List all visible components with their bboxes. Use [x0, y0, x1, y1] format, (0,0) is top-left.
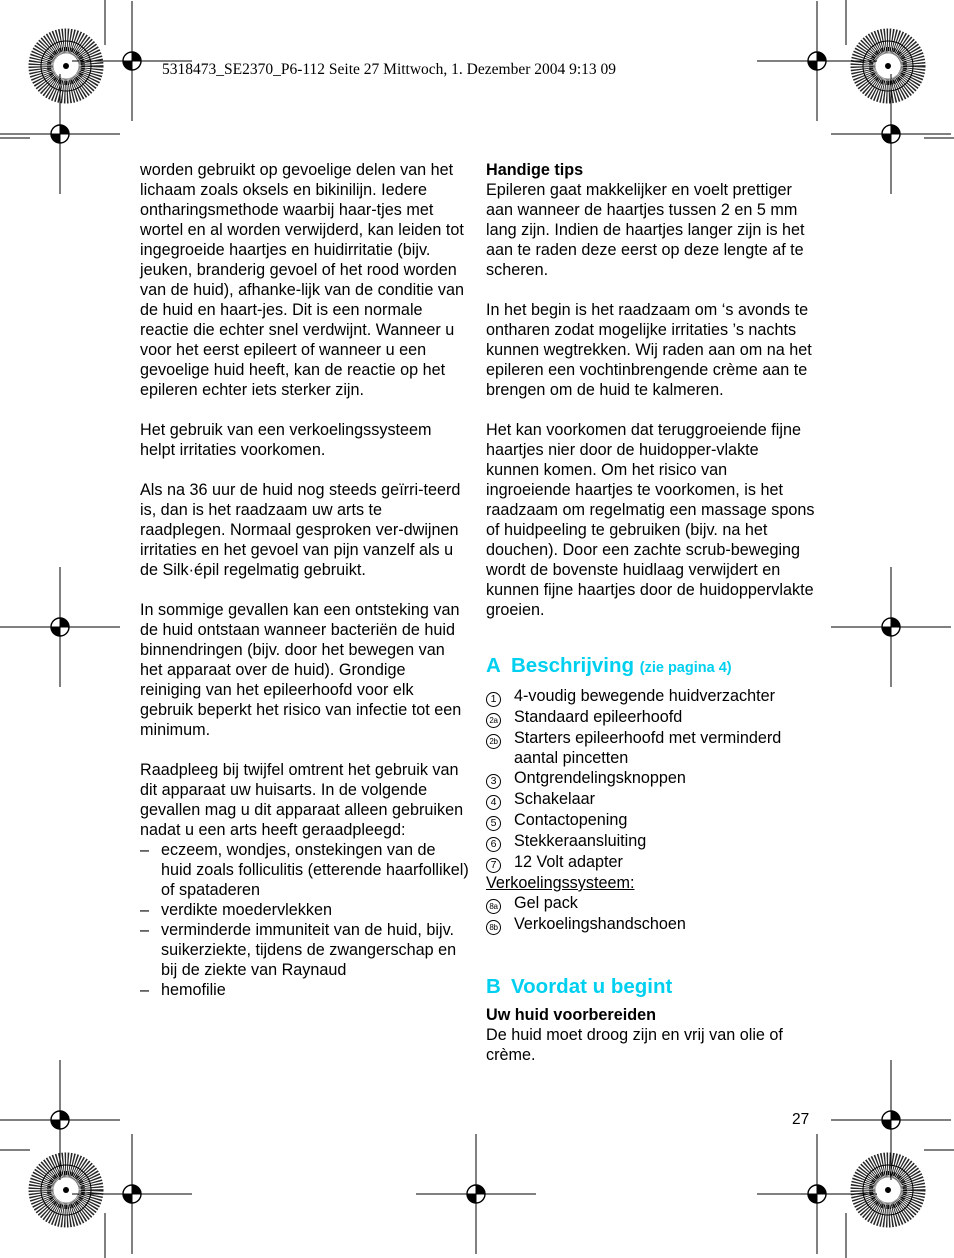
paragraph: In sommige gevallen kan een ontsteking van de huid ontstaan wanneer bacteriën de huid binnendringen (bijv. door het bewegen van het apparaat over de huid). Grondige reiniging van het epileerhoofd voor elk gebruik beperkt het risico van infectie tot een minimum. [140, 601, 462, 739]
subheading: Uw huid voorbereiden [486, 1006, 656, 1024]
list-item: – verdikte moedervlekken [140, 901, 332, 919]
print-header: 5318473_SE2370_P6-112 Seite 27 Mittwoch, 1. Dezember 2004 9:13 09 [162, 61, 617, 78]
star-target-top-right [863, 41, 913, 91]
list-item: 1 4-voudig bewegende huidverzachter [486, 686, 816, 707]
crosshair-bottom-center [416, 1134, 536, 1254]
crosshair-bottom-right [757, 1134, 877, 1254]
list-item: – hemofilie [140, 981, 226, 999]
list-item: 3 Ontgrendelingsknoppen [486, 768, 816, 789]
right-column [486, 160, 816, 1065]
subheading: Handige tips [486, 161, 584, 179]
cooling-system-label: Verkoelingssysteem: [486, 874, 635, 892]
paragraph: De huid moet droog zijn en vrij van olie of crème. [486, 1026, 783, 1064]
section-heading-b: B Voordat u begint [486, 975, 673, 998]
left-column [140, 160, 470, 1000]
crosshair-lower-left [0, 1060, 120, 1180]
paragraph: Het gebruik van een verkoelingssysteem helpt irritaties voorkomen. [140, 421, 432, 459]
list-item: 2b Starters epileerhoofd met verminderd aantal pincetten [486, 728, 816, 768]
crosshair-top-right [757, 1, 877, 121]
paragraph: worden gebruikt op gevoelige delen van het lichaam zoals oksels en bikinilijn. Iedere ontharingsmethode waarbij haar-tjes met wortel en al worden verwijderd, kan leiden tot ingegroeide haartjes en huidirritatie (bijv. jeuken, branderig gevoel of het rood worden van de huid), afhanke-lijk van de conditie van de huid en haart-jes. Dit is een normale reactie die echter snel verdwijnt. Wanneer u voor het eerst epileert of wanneer u een gevoelige huid heeft, kan de reactie op het epileren echter iets sterker zijn. [140, 161, 464, 399]
list-item: 6 Stekkeraansluiting [486, 831, 816, 852]
section-heading-a: A Beschrijving (zie pagina 4) [486, 654, 732, 677]
list-item: 7 12 Volt adapter [486, 852, 816, 873]
list-item: 5 Contactopening [486, 810, 816, 831]
list-item: – eczeem, wondjes, onstekingen van de huid zoals folliculitis (etterende haarfollikel) of spataderen [140, 841, 469, 899]
star-target-bottom-left [41, 1165, 91, 1215]
paragraph: Als na 36 uur de huid nog steeds geïrri-teerd is, dan is het raadzaam uw arts te raadplegen. Normaal gesproken ver-dwijnen irritaties en het gevoel van pijn vanzelf als u de Silk·épil regelmatig gebruikt. [140, 481, 461, 579]
crosshair-upper-right [831, 74, 951, 194]
paragraph: Epileren gaat makkelijker en voelt prettiger aan wanneer de haartjes tussen 2 en 5 mm lang zijn. Indien de haartjes langer zijn is het aan te raden deze eerst op deze lengte af te scheren. [486, 181, 805, 279]
crosshair-upper-left [0, 74, 120, 194]
crosshair-lower-right [831, 1060, 951, 1180]
list-item: – verminderde immuniteit van de huid, bijv. suikerziekte, tijdens de zwangerschap en bij de ziekte van Raynaud [140, 921, 457, 979]
page-number: 27 [792, 1111, 810, 1128]
paragraph: Het kan voorkomen dat teruggroeiende fijne haartjes nier door de huidopper-vlakte kunnen komen. Om het risico van ingroeiende haartjes te voorkomen, is het raadzaam om regelmatig een massage spons of huidpeeling te gebruiken (bijv. na het douchen). Door een zachte scrub-beweging wordt de bovenste huidlaag verwijdert en kunnen fijne haartjes door de huidoppervlakte groeien. [486, 421, 815, 619]
list-item: 4 Schakelaar [486, 789, 816, 810]
crosshair-bottom-left [72, 1134, 192, 1254]
paragraph: In het begin is het raadzaam om ‘s avonds te ontharen zodat mogelijke irritaties ’s nachts kunnen wegtrekken. Wij raden aan om na het epileren een vochtinbrengende crème aan te brengen om de huid te kalmeren. [486, 301, 812, 399]
star-target-top-left [41, 41, 91, 91]
crosshair-mid-left [0, 567, 120, 687]
crosshair-mid-right [831, 567, 951, 687]
list-item: 2a Standaard epileerhoofd [486, 707, 816, 728]
list-item: 8a Gel pack [486, 893, 816, 914]
list-item: 8b Verkoelingshandschoen [486, 914, 816, 935]
star-target-bottom-right [863, 1165, 913, 1215]
paragraph: Raadpleeg bij twijfel omtrent het gebruik van dit apparaat uw huisarts. In de volgende gevallen mag u dit apparaat alleen gebruiken nadat u een arts heeft geraadpleegd: [140, 761, 464, 839]
